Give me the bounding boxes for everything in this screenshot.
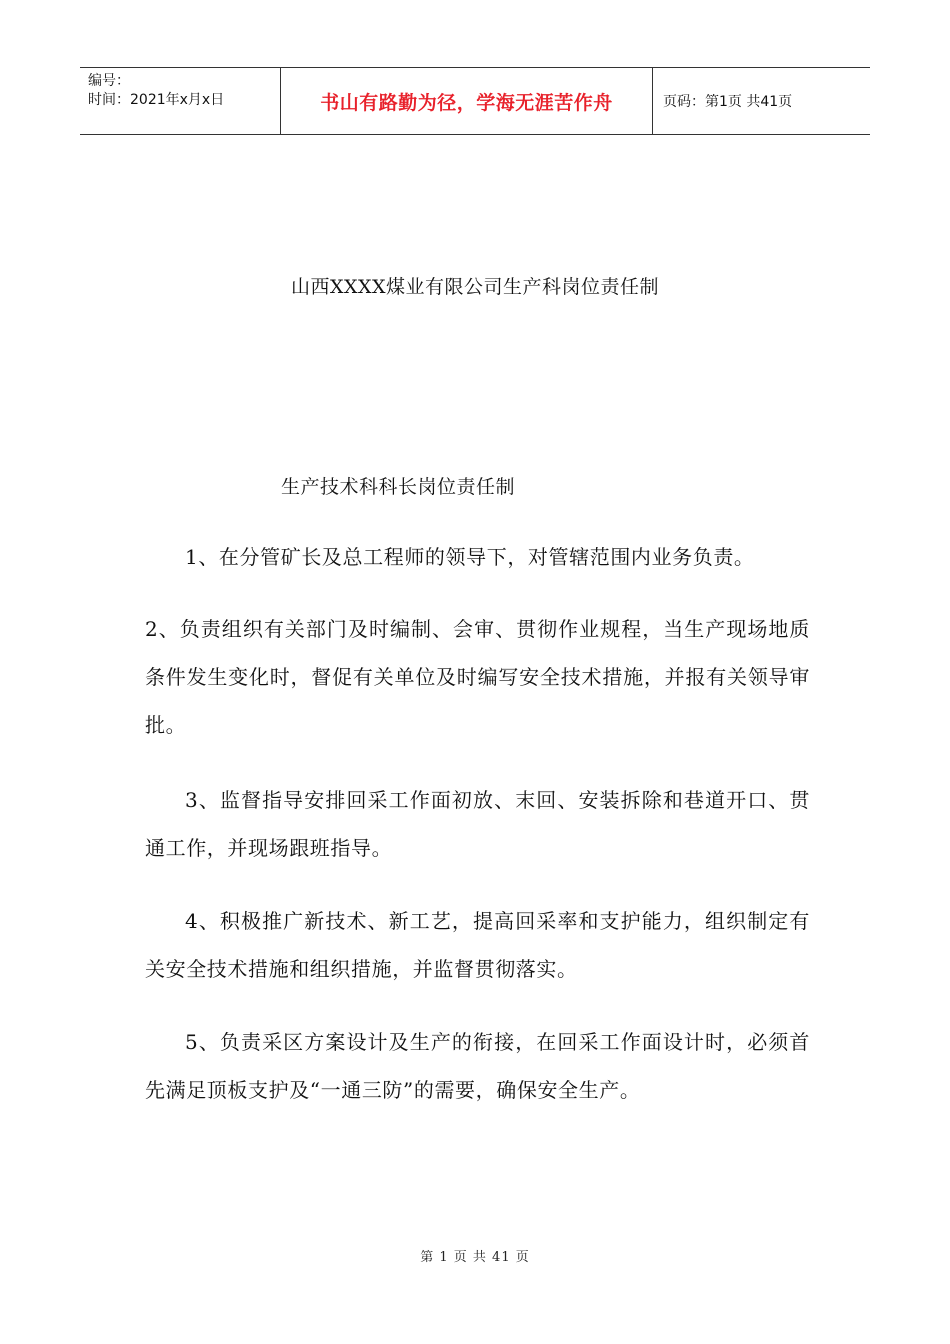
time-label: 时间：2021年x月x日 xyxy=(88,92,225,108)
header-page-info: 页码：第1页 共41页 xyxy=(663,94,793,110)
paragraph-1: 1、在分管矿长及总工程师的领导下，对管辖范围内业务负责。 xyxy=(185,545,755,569)
header-meta-cell xyxy=(80,68,281,134)
document-title: 山西XXXX煤业有限公司生产科岗位责任制 xyxy=(290,276,660,298)
header-motto: 书山有路勤为径，学海无涯苦作舟 xyxy=(281,68,653,134)
section-title: 生产技术科科长岗位责任制 xyxy=(281,476,516,498)
page-footer: 第 1 页 共 41 页 xyxy=(420,1250,530,1265)
document-header xyxy=(80,67,870,135)
serial-number-label: 编号： xyxy=(88,73,130,89)
paragraph-2: 2、负责组织有关部门及时编制、会审、贯彻作业规程，当生产现场地质条件发生变化时，督促有关单位及时编写安全技术措施，并报有关领导审批。 xyxy=(145,617,810,737)
paragraph-4: 4、积极推广新技术、新工艺，提高回采率和支护能力，组织制定有关安全技术措施和组织措施，并监督贯彻落实。 xyxy=(145,909,810,981)
paragraph-3: 3、监督指导安排回采工作面初放、末回、安装拆除和巷道开口、贯通工作，并现场跟班指导。 xyxy=(145,788,810,860)
paragraph-5: 5、负责采区方案设计及生产的衔接，在回采工作面设计时，必须首先满足顶板支护及“一通三防”的需要，确保安全生产。 xyxy=(145,1030,810,1102)
